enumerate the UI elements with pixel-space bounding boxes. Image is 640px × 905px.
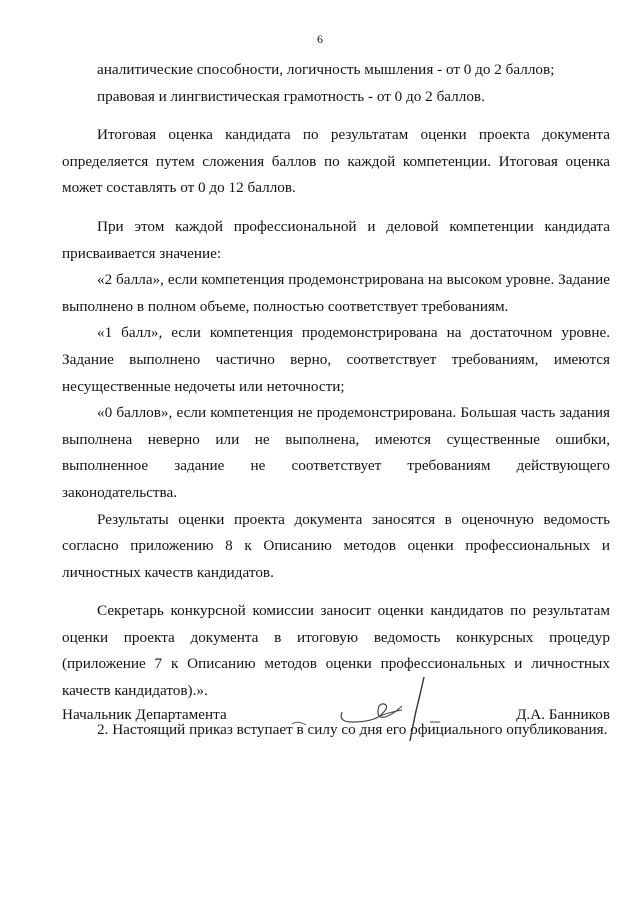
paragraph-score-1: «1 балл», если компетенция продемонстрирована на достаточном уровне. Задание выполнено частично верно, соответствует требованиям, имеются несущественные недочеты или неточности;	[62, 324, 610, 395]
paragraph-effective-date: 2. Настоящий приказ вступает в силу со дня его официального опубликования.	[97, 720, 608, 738]
paragraph-results-sheet: Результаты оценки проекта документа заносятся в оценочную ведомость согласно приложению 8 к Описанию методов оценки профессиональных и личностных качеств кандидатов.	[62, 510, 610, 581]
page-number: 6	[317, 32, 323, 46]
handwritten-signature	[284, 672, 454, 742]
paragraph-analytic: аналитические способности, логичность мышления - от 0 до 2 баллов;	[97, 61, 555, 78]
document-body	[62, 57, 610, 743]
paragraph-secretary: Секретарь конкурсной комиссии заносит оценки кандидатов по результатам оценки проекта документа в итоговую ведомость конкурсных процедур (приложение 7 к Описанию методов оценки профессиональных и личностных качеств кандидатов).».	[62, 602, 610, 700]
signatory-name: Д.А. Банников	[516, 706, 610, 723]
paragraph-legal-literacy: правовая и лингвистическая грамотность - от 0 до 2 баллов.	[97, 87, 485, 105]
paragraph-score-0: «0 баллов», если компетенция не продемонстрирована. Большая часть задания выполнена неверно или не выполнена, имеются существенные ошибки, выполненное задание не соответствует требованиям действующего законодательства.	[62, 404, 610, 501]
paragraph-score-2: «2 балла», если компетенция продемонстрирована на высоком уровне. Задание выполнено в полном объеме, полностью соответствует требованиям.	[62, 271, 610, 315]
signature-block	[62, 702, 610, 732]
signatory-title: Начальник Департамента	[62, 706, 227, 723]
paragraph-assignment: При этом каждой профессиональной и деловой компетенции кандидата присваивается значение:	[62, 217, 610, 262]
paragraph-total-score: Итоговая оценка кандидата по результатам оценки проекта документа определяется путем сложения баллов по каждой компетенции. Итоговая оценка может составлять от 0 до 12 баллов.	[62, 126, 610, 197]
